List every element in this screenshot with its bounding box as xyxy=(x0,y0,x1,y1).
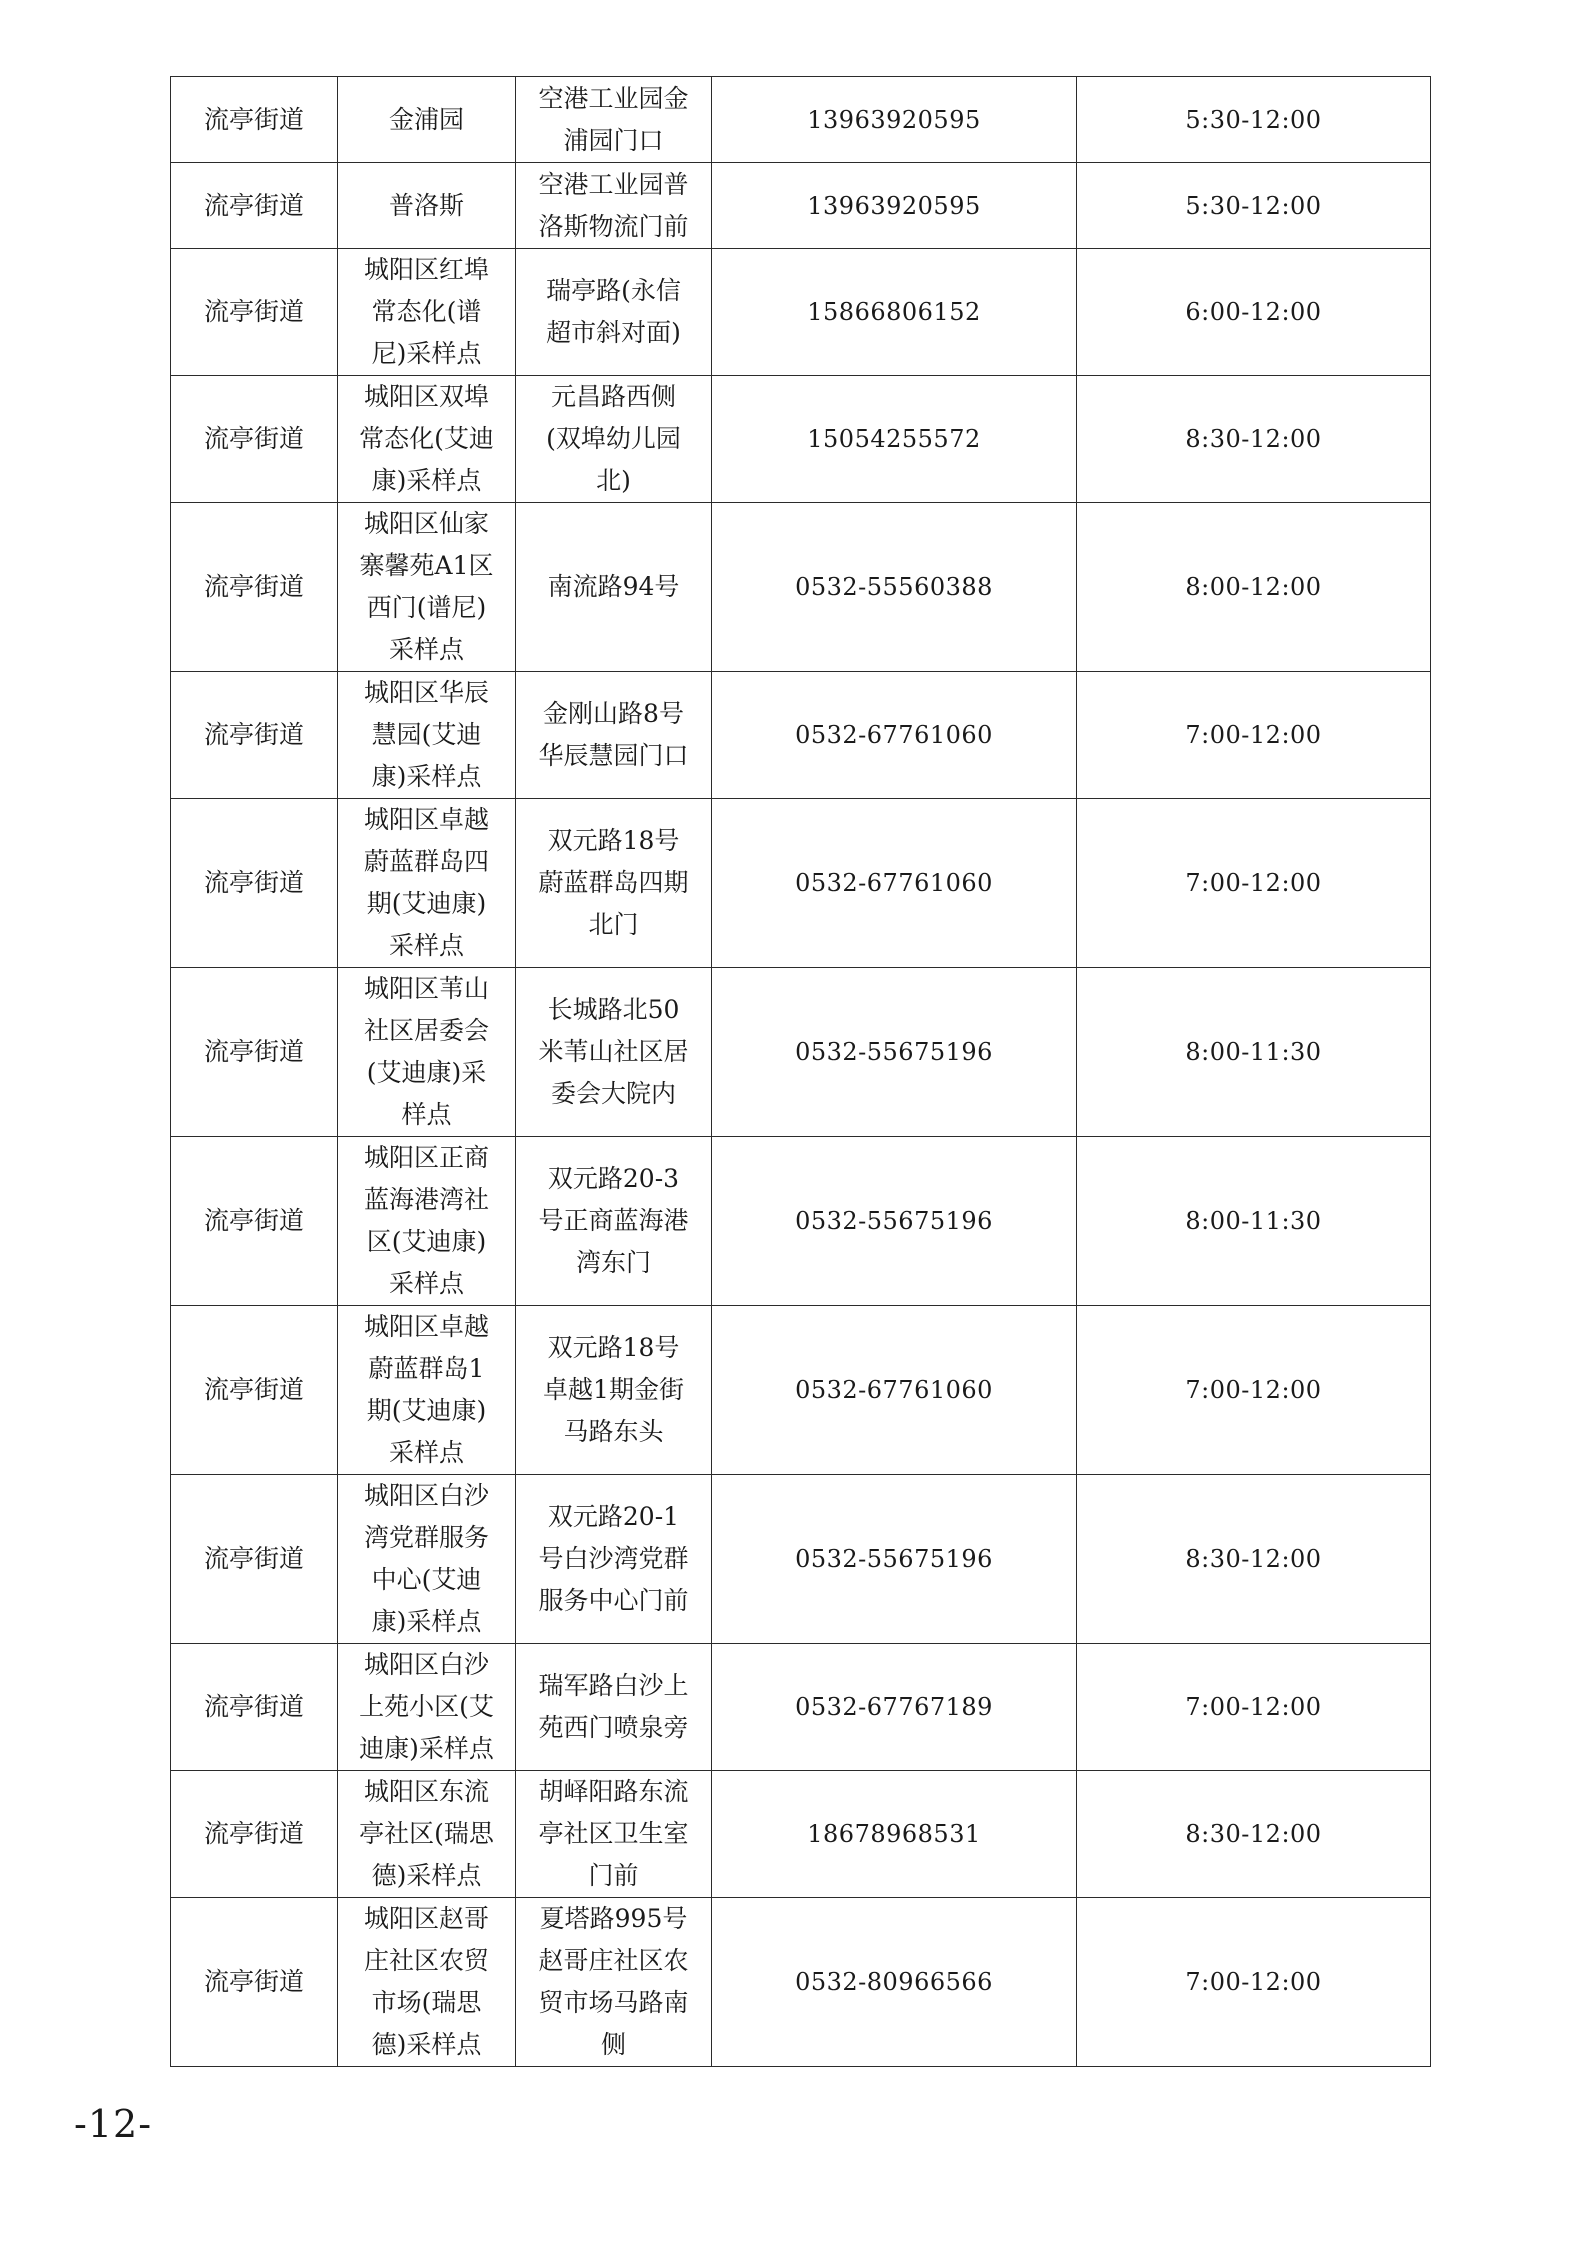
phone-cell: 0532-55675196 xyxy=(712,1475,1077,1644)
hours-cell: 8:00-12:00 xyxy=(1077,503,1431,672)
district-cell: 流亭街道 xyxy=(171,249,338,376)
address-cell: 金刚山路8号 华辰慧园门口 xyxy=(516,672,712,799)
address-cell: 双元路18号 蔚蓝群岛四期 北门 xyxy=(516,799,712,968)
address-cell: 夏塔路995号 赵哥庄社区农 贸市场马路南 侧 xyxy=(516,1898,712,2067)
table-row xyxy=(171,1898,1431,2067)
hours-cell: 8:30-12:00 xyxy=(1077,376,1431,503)
hours-cell: 7:00-12:00 xyxy=(1077,799,1431,968)
site-name-cell: 城阳区卓越 蔚蓝群岛四 期(艾迪康) 采样点 xyxy=(338,799,516,968)
hours-cell: 5:30-12:00 xyxy=(1077,163,1431,249)
hours-cell: 7:00-12:00 xyxy=(1077,672,1431,799)
phone-cell: 15054255572 xyxy=(712,376,1077,503)
hours-cell: 7:00-12:00 xyxy=(1077,1306,1431,1475)
address-cell: 元昌路西侧 (双埠幼儿园 北) xyxy=(516,376,712,503)
site-name-cell: 城阳区白沙 上苑小区(艾 迪康)采样点 xyxy=(338,1644,516,1771)
address-cell: 空港工业园普 洛斯物流门前 xyxy=(516,163,712,249)
table-row xyxy=(171,1644,1431,1771)
phone-cell: 13963920595 xyxy=(712,163,1077,249)
district-cell: 流亭街道 xyxy=(171,163,338,249)
site-name-cell: 城阳区卓越 蔚蓝群岛1 期(艾迪康) 采样点 xyxy=(338,1306,516,1475)
table-row xyxy=(171,1306,1431,1475)
table-row xyxy=(171,1771,1431,1898)
phone-cell: 0532-67761060 xyxy=(712,799,1077,968)
table-row xyxy=(171,799,1431,968)
hours-cell: 8:30-12:00 xyxy=(1077,1771,1431,1898)
district-cell: 流亭街道 xyxy=(171,1137,338,1306)
phone-cell: 13963920595 xyxy=(712,77,1077,163)
district-cell: 流亭街道 xyxy=(171,672,338,799)
table-row xyxy=(171,163,1431,249)
district-cell: 流亭街道 xyxy=(171,1771,338,1898)
hours-cell: 7:00-12:00 xyxy=(1077,1898,1431,2067)
phone-cell: 18678968531 xyxy=(712,1771,1077,1898)
site-name-cell: 城阳区白沙 湾党群服务 中心(艾迪 康)采样点 xyxy=(338,1475,516,1644)
phone-cell: 0532-55560388 xyxy=(712,503,1077,672)
district-cell: 流亭街道 xyxy=(171,799,338,968)
site-name-cell: 普洛斯 xyxy=(338,163,516,249)
site-name-cell: 金浦园 xyxy=(338,77,516,163)
hours-cell: 8:30-12:00 xyxy=(1077,1475,1431,1644)
site-name-cell: 城阳区红埠 常态化(谱 尼)采样点 xyxy=(338,249,516,376)
phone-cell: 0532-67761060 xyxy=(712,1306,1077,1475)
site-name-cell: 城阳区双埠 常态化(艾迪 康)采样点 xyxy=(338,376,516,503)
page-number: -12- xyxy=(74,2102,153,2146)
hours-cell: 7:00-12:00 xyxy=(1077,1644,1431,1771)
table-body xyxy=(171,77,1431,2067)
site-name-cell: 城阳区苇山 社区居委会 (艾迪康)采 样点 xyxy=(338,968,516,1137)
address-cell: 空港工业园金 浦园门口 xyxy=(516,77,712,163)
site-name-cell: 城阳区仙家 寨馨苑A1区 西门(谱尼) 采样点 xyxy=(338,503,516,672)
address-cell: 双元路20-3 号正商蓝海港 湾东门 xyxy=(516,1137,712,1306)
address-cell: 南流路94号 xyxy=(516,503,712,672)
district-cell: 流亭街道 xyxy=(171,1475,338,1644)
hours-cell: 8:00-11:30 xyxy=(1077,968,1431,1137)
site-name-cell: 城阳区赵哥 庄社区农贸 市场(瑞思 德)采样点 xyxy=(338,1898,516,2067)
phone-cell: 0532-55675196 xyxy=(712,1137,1077,1306)
hours-cell: 6:00-12:00 xyxy=(1077,249,1431,376)
district-cell: 流亭街道 xyxy=(171,1306,338,1475)
phone-cell: 0532-55675196 xyxy=(712,968,1077,1137)
hours-cell: 5:30-12:00 xyxy=(1077,77,1431,163)
address-cell: 双元路18号 卓越1期金街 马路东头 xyxy=(516,1306,712,1475)
district-cell: 流亭街道 xyxy=(171,968,338,1137)
phone-cell: 0532-67761060 xyxy=(712,672,1077,799)
site-name-cell: 城阳区华辰 慧园(艾迪 康)采样点 xyxy=(338,672,516,799)
hours-cell: 8:00-11:30 xyxy=(1077,1137,1431,1306)
table-row xyxy=(171,1475,1431,1644)
address-cell: 双元路20-1 号白沙湾党群 服务中心门前 xyxy=(516,1475,712,1644)
table-row xyxy=(171,249,1431,376)
district-cell: 流亭街道 xyxy=(171,376,338,503)
sampling-sites-table xyxy=(170,76,1431,2067)
site-name-cell: 城阳区正商 蓝海港湾社 区(艾迪康) 采样点 xyxy=(338,1137,516,1306)
table-row xyxy=(171,376,1431,503)
table-row xyxy=(171,968,1431,1137)
address-cell: 长城路北50 米苇山社区居 委会大院内 xyxy=(516,968,712,1137)
address-cell: 瑞亭路(永信 超市斜对面) xyxy=(516,249,712,376)
district-cell: 流亭街道 xyxy=(171,503,338,672)
district-cell: 流亭街道 xyxy=(171,77,338,163)
table-row xyxy=(171,77,1431,163)
table-row xyxy=(171,672,1431,799)
address-cell: 胡峄阳路东流 亭社区卫生室 门前 xyxy=(516,1771,712,1898)
phone-cell: 15866806152 xyxy=(712,249,1077,376)
district-cell: 流亭街道 xyxy=(171,1644,338,1771)
table-row xyxy=(171,1137,1431,1306)
district-cell: 流亭街道 xyxy=(171,1898,338,2067)
phone-cell: 0532-67767189 xyxy=(712,1644,1077,1771)
phone-cell: 0532-80966566 xyxy=(712,1898,1077,2067)
address-cell: 瑞军路白沙上 苑西门喷泉旁 xyxy=(516,1644,712,1771)
table-row xyxy=(171,503,1431,672)
site-name-cell: 城阳区东流 亭社区(瑞思 德)采样点 xyxy=(338,1771,516,1898)
